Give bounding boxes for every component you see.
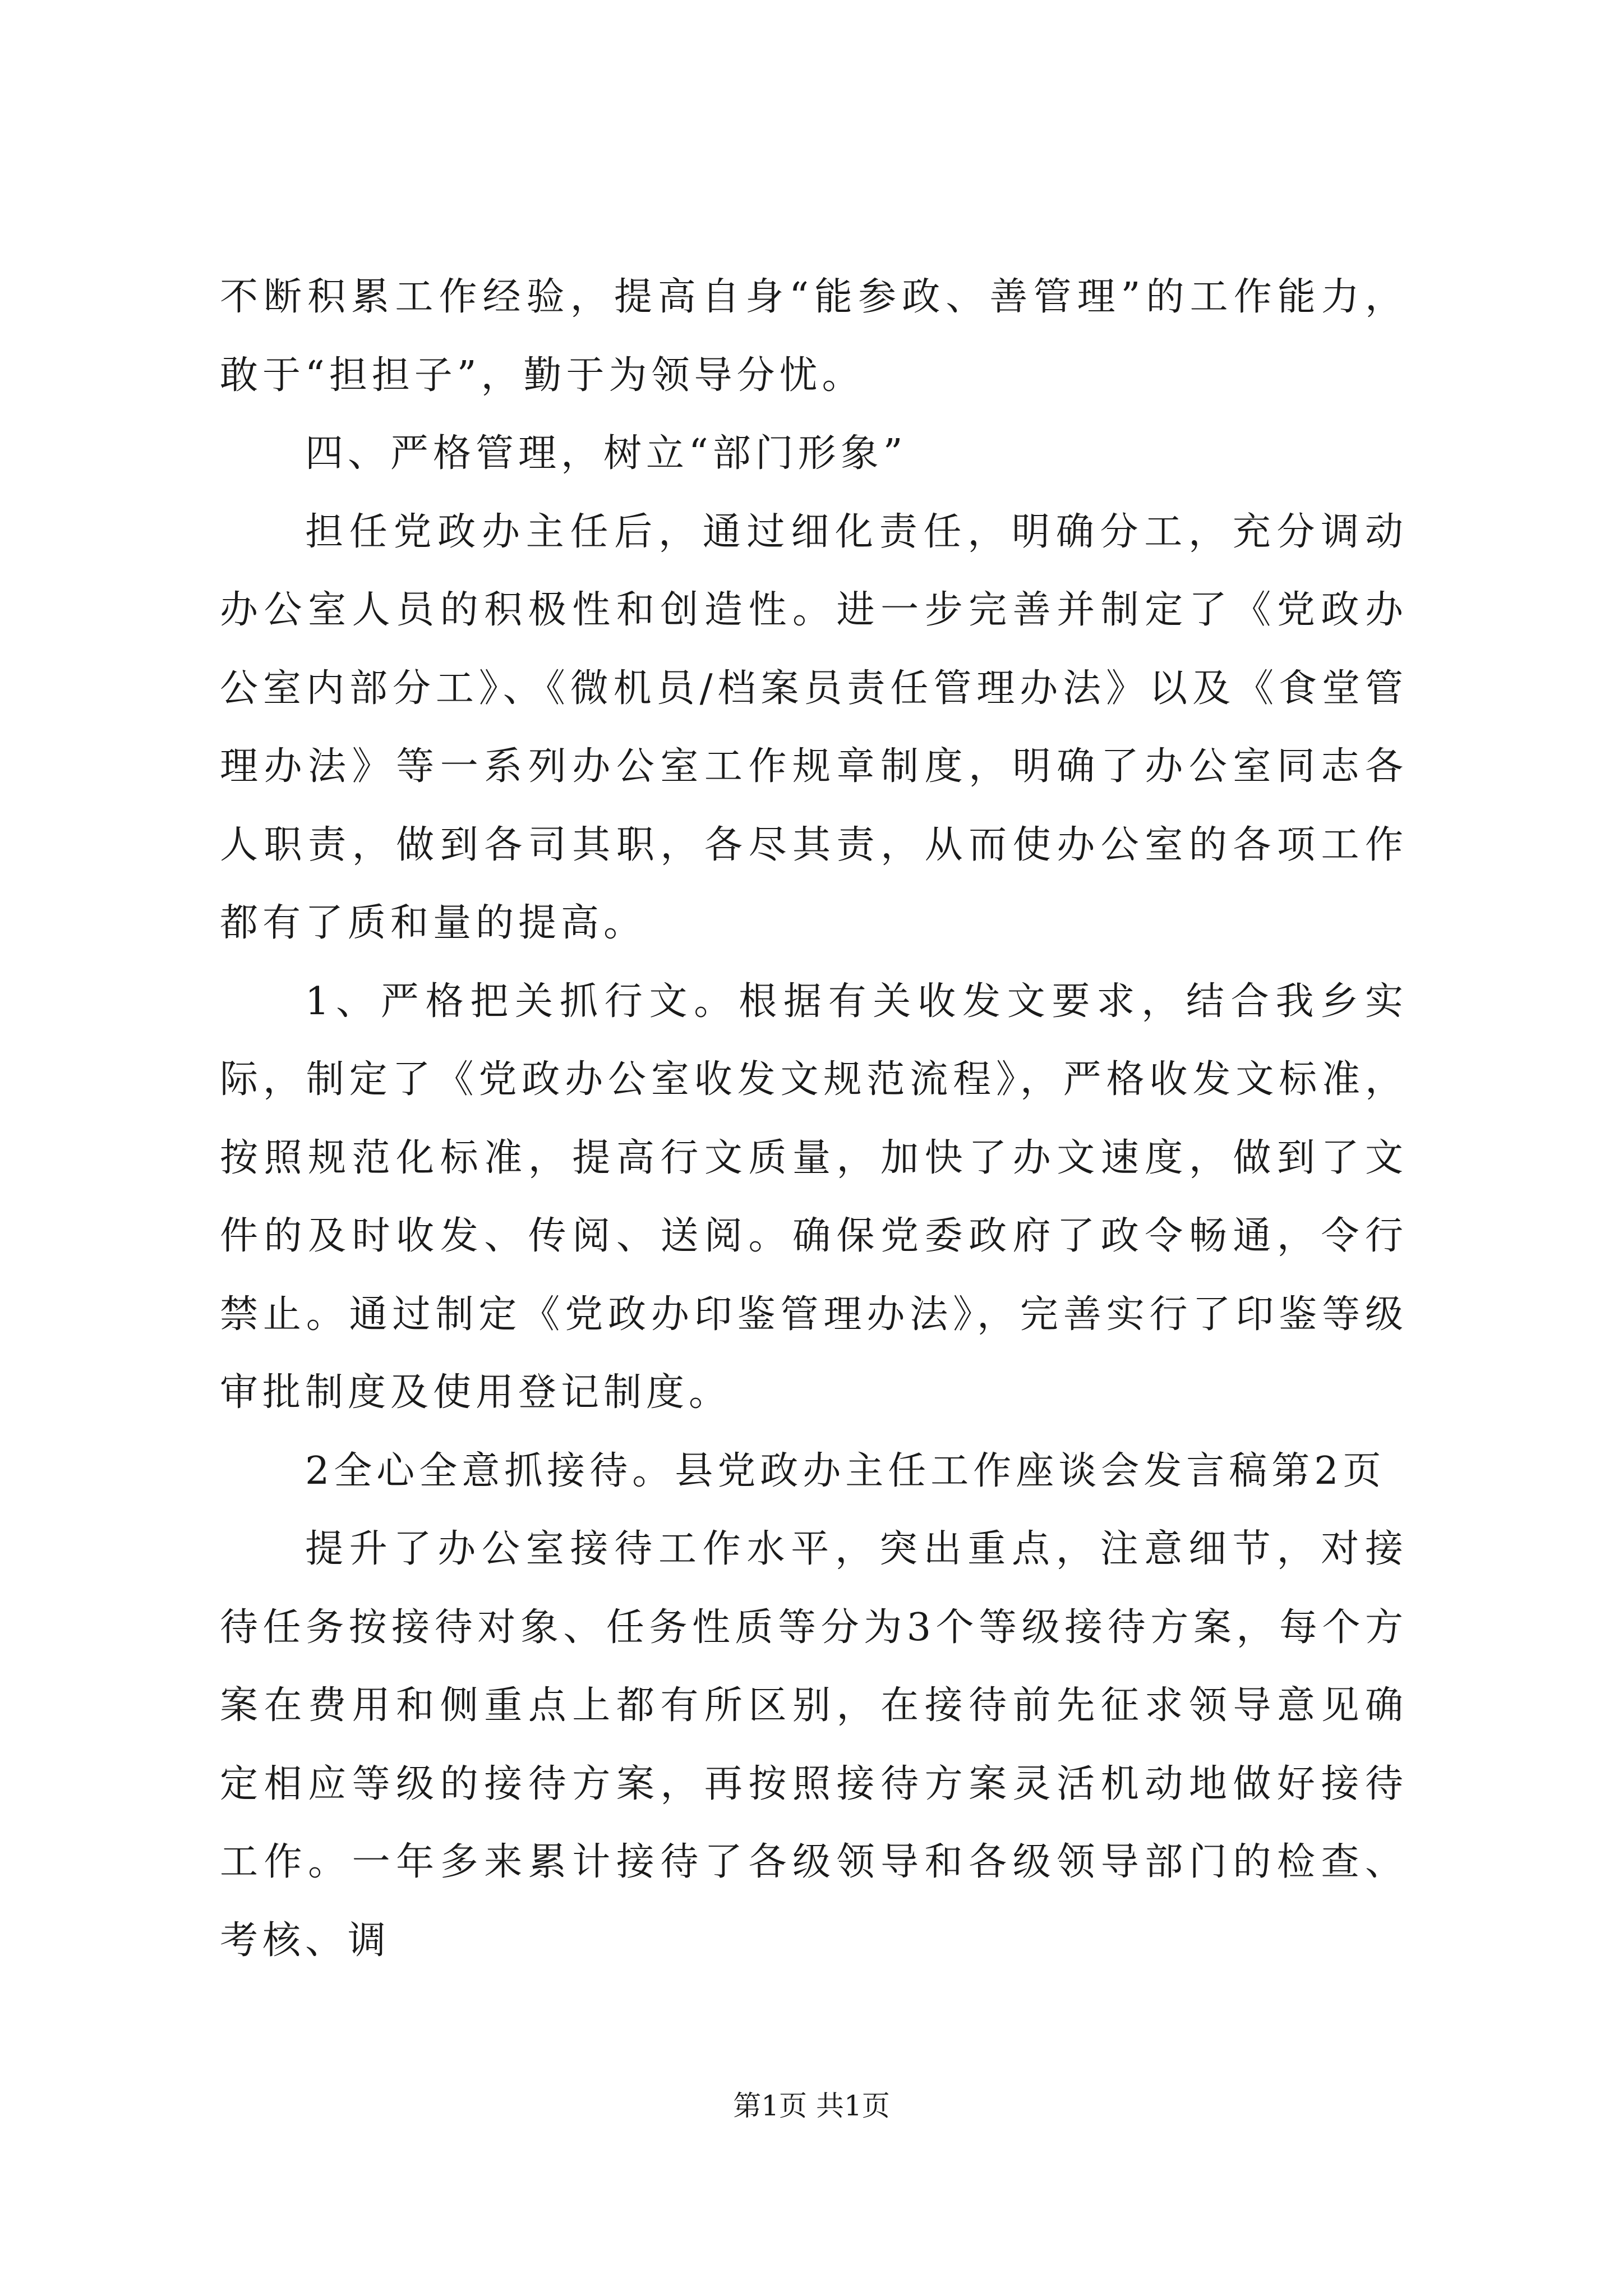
page-footer: 第1页 共1页 — [733, 2090, 890, 2122]
paragraph-continuation: 不断积累工作经验，提高自身“能参政、善管理”的工作能力，敢于“担担子”，勤于为领导分忧。 — [220, 275, 1408, 398]
paragraph-reception: 提升了办公室接待工作水平，突出重点，注意细节，对接待任务按接待对象、任务性质等分为3个等级接待方案，每个方案在费用和侧重点上都有所区别，在接待前先征求领导意见确定相应等级的接待方案，再按照接待方案灵活机动地做好接待工作。一年多来累计接待了各级领导和各级领导部门的检查、考核、调 — [220, 1527, 1408, 1963]
paragraph-management: 担任党政办主任后，通过细化责任，明确分工，充分调动办公室人员的积极性和创造性。进一步完善并制定了《党政办公室内部分工》、《微机员/档案员责任管理办法》以及《食堂管理办法》等一系列办公室工作规章制度，明确了办公室同志各人职责，做到各司其职，各尽其责，从而使办公室的各项工作都有了质和量的提高。 — [220, 509, 1408, 945]
section-heading: 四、严格管理，树立“部门形象” — [305, 431, 907, 476]
paragraph-document-control: 1、严格把关抓行文。根据有关收发文要求，结合我乡实际，制定了《党政办公室收发文规范流程》，严格收发文标准，按照规范化标准，提高行文质量，加快了办文速度，做到了文件的及时收发、传阅、送阅。确保党委政府了政令畅通，令行禁止。通过制定《党政办印鉴管理办法》，完善实行了印鉴等级审批制度及使用登记制度。 — [220, 979, 1408, 1415]
paragraph-reception-heading: 2全心全意抓接待。县党政办主任工作座谈会发言稿第2页 — [305, 1448, 1386, 1493]
document-body — [220, 258, 1408, 1980]
